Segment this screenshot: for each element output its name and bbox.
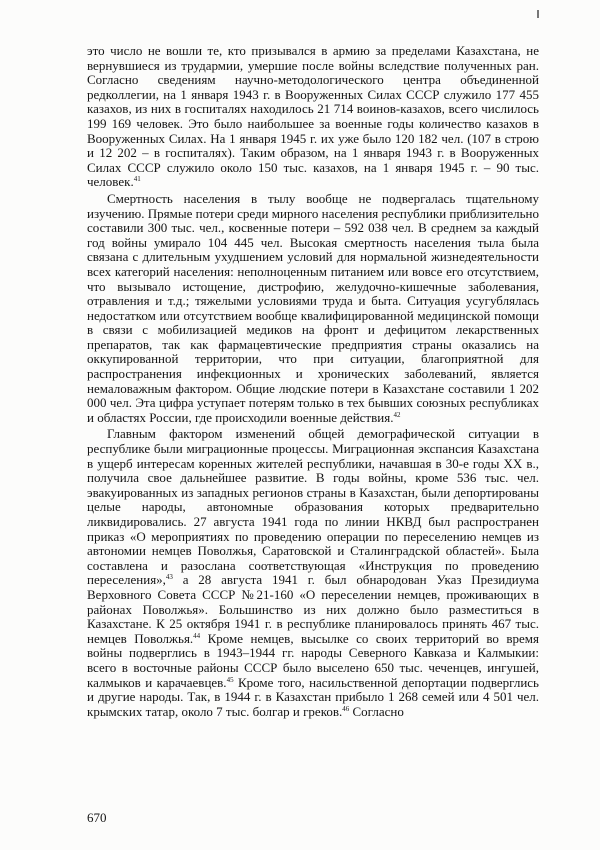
paragraph-3-text-a: Главным фактором изменений общей демографической ситуации в республике были миграционные процессы. Миграционная экспансия Казахстана в ущерб интересам коренных жителей республики, начавшая в 30-е годы XX в., получила свое дальнейшее развитие. В годы войны, кроме 536 тыс. чел. эвакуированных из западных регионов страны в Казахстан, были депортированы целые народы, автономные образования которых предварительно ликвидировались. 27 августа 1941 года по линии НКВД был распространен приказ «О мероприятиях по проведению операции по переселению немцев из автономии немцев Поволжья, Саратовской и Сталинградской областей». Была составлена и разослана соответствующая «Инструкция по проведению переселения»,: [87, 426, 539, 588]
page-number: 670: [87, 810, 107, 825]
footnote-ref-44: 44: [193, 631, 201, 640]
footnote-ref-41: 41: [133, 175, 141, 184]
footnote-ref-46: 46: [342, 704, 350, 713]
paragraph-3-text-e: Согласно: [349, 703, 404, 719]
footnote-ref-45: 45: [226, 675, 234, 684]
paragraph-1: [87, 44, 539, 190]
footnote-ref-43: 43: [165, 573, 173, 582]
paragraph-3: [87, 427, 539, 719]
paragraph-2-text: Смертность населения в тылу вообще не подвергалась тщательному изучению. Прямые потери среди мирного населения республики приблизительно составили 300 тыс. чел., косвенные потери – 592 038 чел. В среднем за каждый год войны умирало 104 445 чел. Высокая смертность населения тыла была связана с длительным ухудшением условий для нормальной жизнедеятельности всех категорий населения: неполноценным питанием или вовсе его отсутствием, что вызывало истощение, дистрофию, желудочно-кишечные заболевания, отравления и т.д.; тяжелыми условиями труда и быта. Ситуация усугублялась недостатком или отсутствием вообще квалифицированной медицинской помощи в связи с мобилизацией медиков на фронт и дефицитом лекарственных препаратов, так как фармацевтические предприятия страны оказались на оккупированной территории, что при ситуации, благоприятной для распространения инфекционных и хронических заболеваний, является немаловажным фактором. Общие людские потери в Казахстане составили 1 202 000 чел. Эта цифра уступает потерям только в тех бывших союзных республиках и областях России, где происходили военные действия.: [87, 190, 539, 425]
footnote-ref-42: 42: [393, 410, 401, 419]
paragraph-3-text-b: а 28 августа 1941 г. был обнародован Указ Президиума Верховного Совета СССР №21-160 «О переселении немцев, проживающих в районах Поволжья». Большинство из них должно было разместиться в Казахстане. К 25 октября 1941 г. в республике планировалось принять 467 тыс. немцев Поволжья.: [87, 572, 539, 646]
paragraph-3-text-c: Кроме немцев, высылке со своих территорий во время войны подверглись в 1943–1944 гг. народы Северного Кавказа и Калмыкии: всего в восточные районы СССР было выселено 650 тыс. чеченцев, ингушей, калмыков и карачаевцев.: [87, 630, 539, 690]
body-text: [87, 44, 539, 719]
paragraph-3-text-d: Кроме того, насильственной депортации подверглись и другие народы. Так, в 1944 г. в Казахстан прибыло 1 268 семей или 4 501 чел. крымских татар, около 7 тыс. болгар и греков.: [87, 674, 539, 719]
paragraph-1-text: это число не вошли те, кто призывался в армию за пределами Казахстана, не вернувшиеся из трудармии, умершие после войны вследствие полученных ран. Согласно сведениям научно-методологического центра объединенной редколлегии, на 1 января 1943 г. в Вооруженных Силах СССР служило 177 455 казахов, из них в госпиталях находилось 21 714 воинов-казахов, всего числилось 199 169 человек. Это было наибольшее за военные годы количество казахов в Вооруженных Силах. На 1 января 1945 г. их уже было 120 182 чел. (107 в строю и 12 202 – в госпиталях). Таким образом, на 1 января 1943 г. в Вооруженных Силах СССР служило около 150 тыс. казахов, на 1 января 1945 г. – 90 тыс. человек.: [87, 43, 539, 190]
paragraph-2: [87, 192, 539, 426]
scan-mark: [537, 10, 539, 18]
